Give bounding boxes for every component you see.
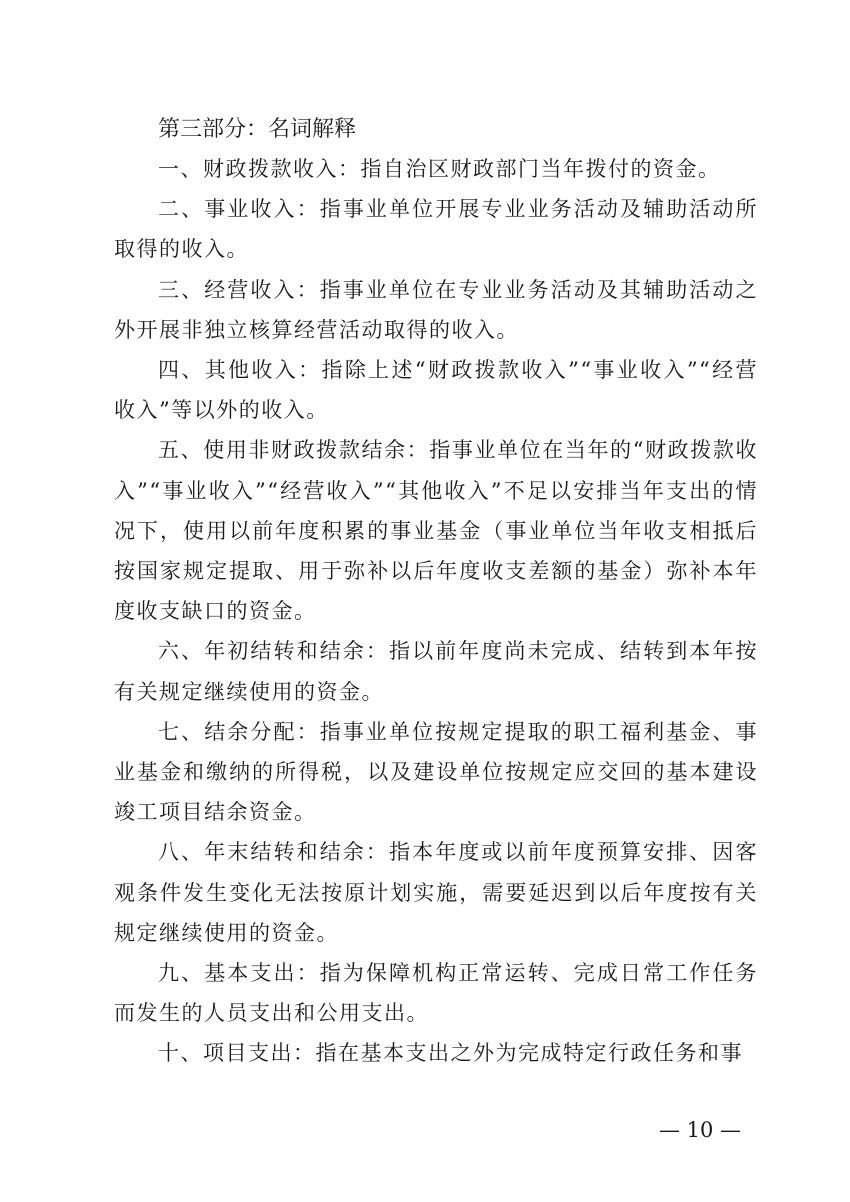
paragraph-9: 九、基本支出：指为保障机构正常运转、完成日常工作任务而发生的人员支出和公用支出。 [114,961,758,1026]
paragraph-6: 六、年初结转和结余：指以前年度尚未完成、结转到本年按有关规定继续使用的资金。 [114,639,758,704]
page-number: — 10 — [658,1118,742,1142]
paragraph-1: 一、财政拨款收入：指自治区财政部门当年拨付的资金。 [158,157,721,181]
paragraph-10: 十、项目支出：指在基本支出之外为完成特定行政任务和事 [158,1041,743,1066]
document-body [114,111,758,1074]
paragraph-5: 五、使用非财政拨款结余：指事业单位在当年的“财政拨款收入”“事业收入”“经营收入”“其他收入”不足以安排当年支出的情况下，使用以前年度积累的事业基金（事业单位当年收支相抵后按国家规定提取、用于弥补以后年度收支差额的基金）弥补本年度收支缺口的资金。 [114,438,758,624]
paragraph-2: 二、事业收入：指事业单位开展专业业务活动及辅助活动所取得的收入。 [114,197,758,262]
paragraph-3: 三、经营收入：指事业单位在专业业务活动及其辅助活动之外开展非独立核算经营活动取得的收入。 [114,277,758,342]
paragraph-8: 八、年末结转和结余：指本年度或以前年度预算安排、因客观条件发生变化无法按原计划实施，需要延迟到以后年度按有关规定继续使用的资金。 [114,840,758,945]
paragraph-4: 四、其他收入：指除上述“财政拨款收入”“事业收入”“经营收入”等以外的收入。 [114,358,758,423]
section-title: 第三部分：名词解释 [158,117,357,142]
paragraph-7: 七、结余分配：指事业单位按规定提取的职工福利基金、事业基金和缴纳的所得税，以及建设单位按规定应交回的基本建设竣工项目结余资金。 [114,719,758,825]
